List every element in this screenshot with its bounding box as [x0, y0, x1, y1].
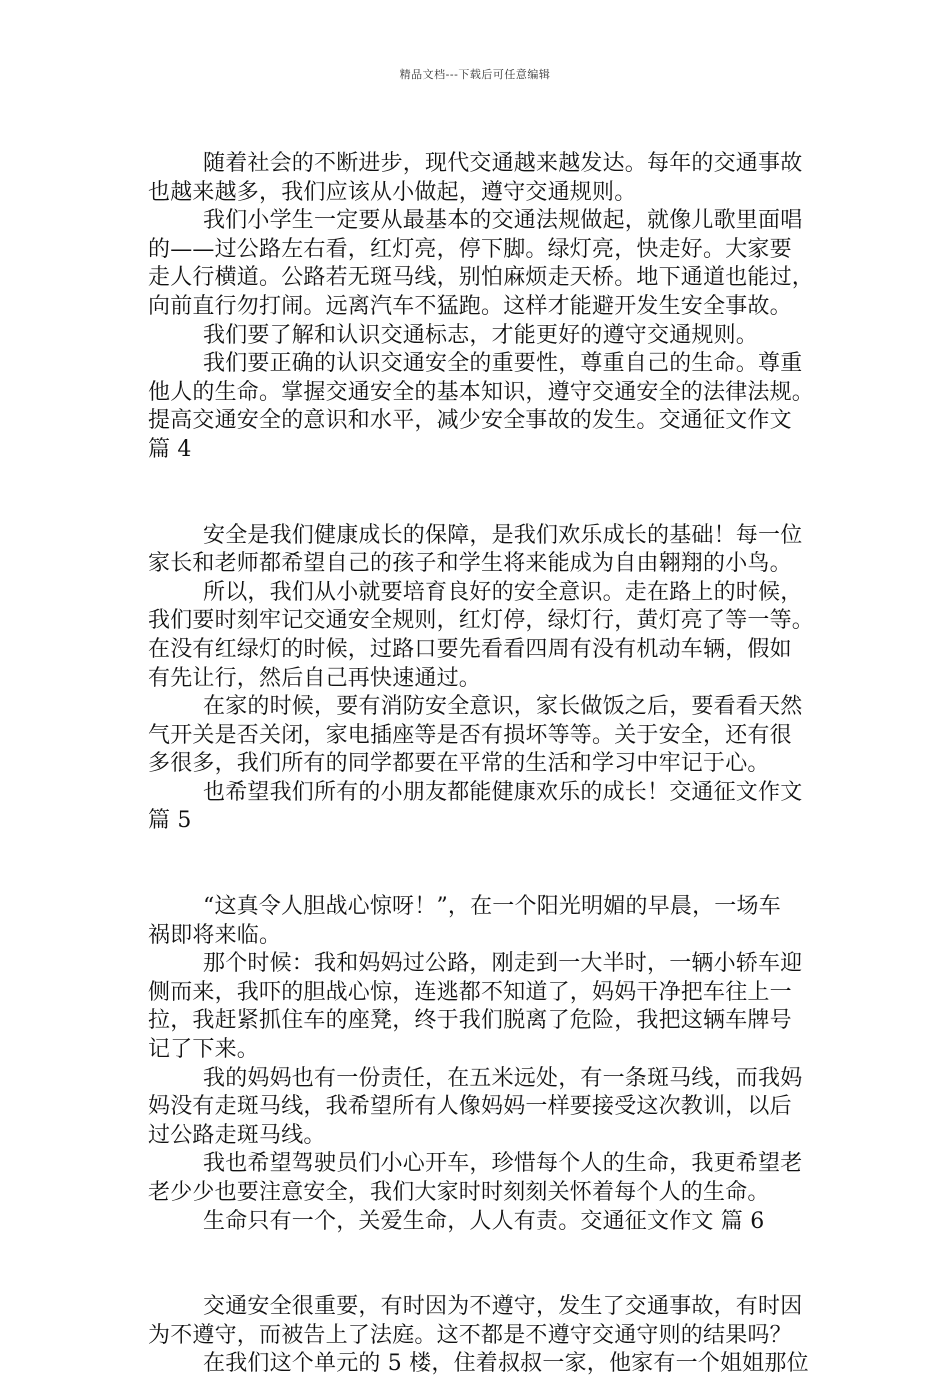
text-line: 那个时候：我和妈妈过公路，刚走到一大半时，一辆小轿车迎: [203, 951, 803, 977]
text-line: 记了下来。: [148, 1037, 260, 1063]
text-line: 也希望我们所有的小朋友都能健康欢乐的成长！交通征文作文: [203, 779, 803, 805]
text-line: 气开关是否关闭，家电插座等是否有损坏等等。关于安全，还有很: [148, 722, 792, 748]
text-line: 我们要了解和认识交通标志，才能更好的遵守交通规则。: [203, 322, 759, 348]
text-line: 我也希望驾驶员们小心开车，珍惜每个人的生命，我更希望老: [203, 1151, 803, 1177]
text-line: 生命只有一个，关爱生命，人人有责。交通征文作文 篇 6: [203, 1208, 765, 1234]
text-line: 向前直行勿打闹。远离汽车不猛跑。这样才能避开发生安全事故。: [148, 293, 792, 319]
section-gap: [148, 1236, 820, 1293]
text-line: 在没有红绿灯的时候，过路口要先看看四周有没有机动车辆，假如: [148, 636, 792, 662]
text-line: 为不遵守，而被告上了法庭。这不都是不遵守交通守则的结果吗？: [148, 1322, 792, 1348]
text-line: 安全是我们健康成长的保障，是我们欢乐成长的基础！每一位: [203, 522, 803, 548]
text-line: 家长和老师都希望自己的孩子和学生将来能成为自由翱翔的小鸟。: [148, 551, 792, 577]
text-line: 所以，我们从小就要培育良好的安全意识。走在路上的时候，: [203, 579, 803, 605]
text-line: 他人的生命。掌握交通安全的基本知识，遵守交通安全的法律法规。: [148, 379, 815, 405]
text-line: 祸即将来临。: [148, 922, 282, 948]
text-line: 提高交通安全的意识和水平，减少安全事故的发生。交通征文作文: [148, 408, 792, 434]
text-line: 侧而来，我吓的胆战心惊，连逃都不知道了，妈妈干净把车往上一: [148, 979, 792, 1005]
text-line: 篇 4: [148, 436, 192, 462]
text-line: 随着社会的不断进步，现代交通越来越发达。每年的交通事故: [203, 151, 803, 176]
text-line: 过公路走斑马线。: [148, 1122, 326, 1148]
text-line: 多很多，我们所有的同学都要在平常的生活和学习中牢记于心。: [148, 751, 770, 777]
text-line: “这真令人胆战心惊呀！”，在一个阳光明媚的早晨，一场车: [203, 894, 781, 920]
text-line: 交通安全很重要，有时因为不遵守，发生了交通事故，有时因: [203, 1294, 803, 1320]
text-line: 我们要时刻牢记交通安全规则，红灯停，绿灯行，黄灯亮了等一等。: [148, 608, 815, 634]
text-line: 在我们这个单元的 5 楼，住着叔叔一家，他家有一个姐姐那位: [203, 1351, 809, 1377]
text-line: 老少少也要注意安全，我们大家时时刻刻关怀着每个人的生命。: [148, 1180, 770, 1205]
text-line: 走人行横道。公路若无斑马线，别怕麻烦走天桥。地下通道也能过，: [148, 265, 815, 291]
text-line: 在家的时候，要有消防安全意识，家长做饭之后，要看看天然: [203, 694, 803, 720]
text-line: 我的妈妈也有一份责任，在五米远处，有一条斑马线，而我妈: [203, 1065, 803, 1091]
text-line: 也越来越多，我们应该从小做起，遵守交通规则。: [148, 179, 637, 205]
document-body: [148, 150, 820, 1379]
text-line: 有先让行，然后自己再快速通过。: [148, 665, 482, 691]
text-line: 妈没有走斑马线，我希望所有人像妈妈一样要接受这次教训，以后: [148, 1094, 792, 1120]
text-line: 我们要正确的认识交通安全的重要性，尊重自己的生命。尊重: [203, 351, 803, 377]
section-gap: [148, 836, 820, 893]
text-line: 篇 5: [148, 808, 192, 834]
text-line: 的——过公路左右看，红灯亮，停下脚。绿灯亮，快走好。大家要: [148, 236, 792, 262]
page-header: 精品文档---下载后可任意编辑: [399, 68, 551, 81]
text-line: 我们小学生一定要从最基本的交通法规做起，就像儿歌里面唱: [203, 208, 803, 234]
section-gap: [148, 465, 820, 522]
text-line: 拉，我赶紧抓住车的座凳，终于我们脱离了危险，我把这辆车牌号: [148, 1008, 792, 1034]
